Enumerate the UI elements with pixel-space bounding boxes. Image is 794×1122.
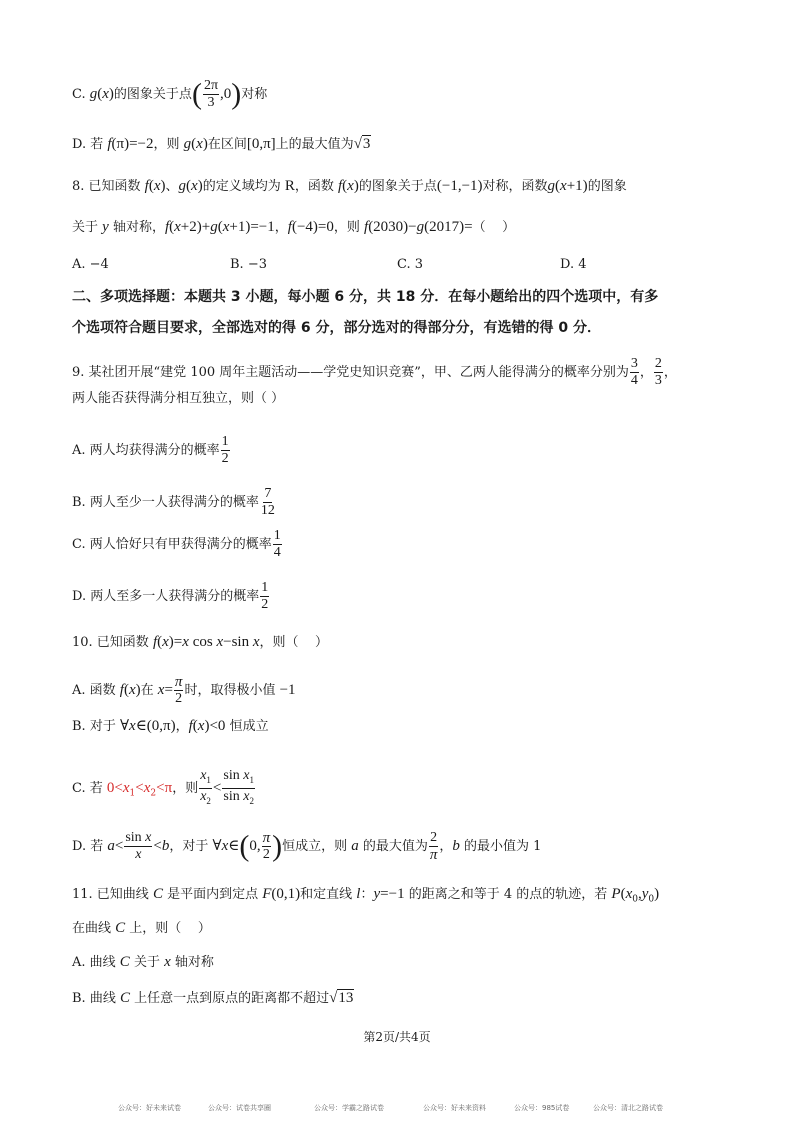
q10-option-c: C. 若 $0<x_1<x_2<\pi$，则 $\frac{x_1}{x_2}$ < $\frac{\sin x_1}{\sin x_2}$ [72, 768, 254, 806]
watermark-4: 公众号：好未来资料 [423, 1104, 486, 1112]
q8-option-b: B. −3 [230, 257, 267, 272]
section2-heading-line1: 二、多项选择题：本题共 3 小题，每小题 6 分，共 18 分．在每小题给出的四个选项中，有多 [72, 289, 659, 305]
q9-stem-line2: 两人能否获得满分相互独立，则（ ） [72, 391, 285, 406]
q11-option-b: B. 曲线 C 上任意一点到原点的距离都不超过√13 [72, 990, 354, 1006]
q10-option-b: B. 对于 ∀x∈(0,π)，f(x)<0 恒成立 [72, 718, 269, 734]
q11-stem-line2: 在曲线 C 上，则（ ） [72, 920, 211, 936]
q9-option-a: A. 两人均获得满分的概率 $\frac{1}{2}$ [72, 434, 229, 466]
q10-option-d: D. 若 a< $\frac{\text{sin x}}{x}$ <b，对于 ∀x∈(0, $\frac{\pi}{2}$ )恒成立，则 a 的最大值为 $\frac{2}{\pi}$ ，b 的最小值为 1 [72, 829, 542, 863]
q8-option-d: D. 4 [560, 257, 587, 272]
watermark-1: 公众号：好未来试卷 [118, 1104, 181, 1112]
q8-option-c: C. 3 [397, 257, 424, 272]
watermark-5: 公众号：985试卷 [514, 1104, 570, 1112]
q8-stem-line1: 8. 已知函数 f(x)、g(x)的定义域均为 R，函数 f(x)的图象关于点(−1,−1)对称，函数g(x+1)的图象 [72, 178, 627, 194]
q9-stem-line1: 9. 某社团开展“建党 100 周年主题活动——学党史知识竞赛”，甲、乙两人能得满分的概率分别为 $\frac{3}{4}$ ， $\frac{2}{3}$ ， [72, 356, 677, 388]
q10-stem: 10. 已知函数 f(x)=x cos x−sin x，则（ ） [72, 634, 329, 650]
q7-option-d: D. 若 f(π)=−2，则 g(x)在区间[0,π]上的最大值为√3 [72, 136, 371, 152]
watermark-3: 公众号：学霸之路试卷 [314, 1104, 384, 1112]
q10-option-a: A. 函数 f(x)在 x= $\frac{\pi}{2}$ 时，取得极小值 −1 [72, 674, 296, 706]
q9-option-d: D. 两人至多一人获得满分的概率 $\frac{1}{2}$ [72, 580, 269, 612]
q8-stem-line2: 关于 y 轴对称，f(x+2)+g(x+1)=−1，f(−4)=0，则 f(2030)−g(2017)=（ ） [72, 219, 516, 235]
page-number: 第2页/共4页 [363, 1030, 431, 1044]
highlighted-condition: $0<x_1<x_2<\pi$ [106, 779, 173, 799]
q11-option-a: A. 曲线 C 关于 x 轴对称 [72, 954, 214, 970]
q9-option-b: B. 两人至少一人获得满分的概率 $\frac{7}{12}$ [72, 486, 275, 518]
watermark-2: 公众号：试卷共享圈 [208, 1104, 271, 1112]
watermark-6: 公众号：清北之路试卷 [593, 1104, 663, 1112]
option-text: C. g(x)的图象关于点( $\frac{2\pi}{3}$ ,0)对称 [72, 77, 268, 111]
q9-option-c: C. 两人恰好只有甲获得满分的概率 $\frac{1}{4}$ [72, 528, 281, 560]
q7-option-c [72, 78, 267, 111]
q8-option-a: A. −4 [72, 257, 109, 272]
section2-heading-line2: 个选项符合题目要求，全部选对的得 6 分，部分选对的得部分分，有选错的得 0 分． [72, 320, 601, 336]
q11-stem-line1: 11. 已知曲线 C 是平面内到定点 F(0,1)和定直线 l：y=−1 的距离之和等于 4 的点的轨迹，若 $P(x_0,y_0)$ [72, 886, 660, 905]
